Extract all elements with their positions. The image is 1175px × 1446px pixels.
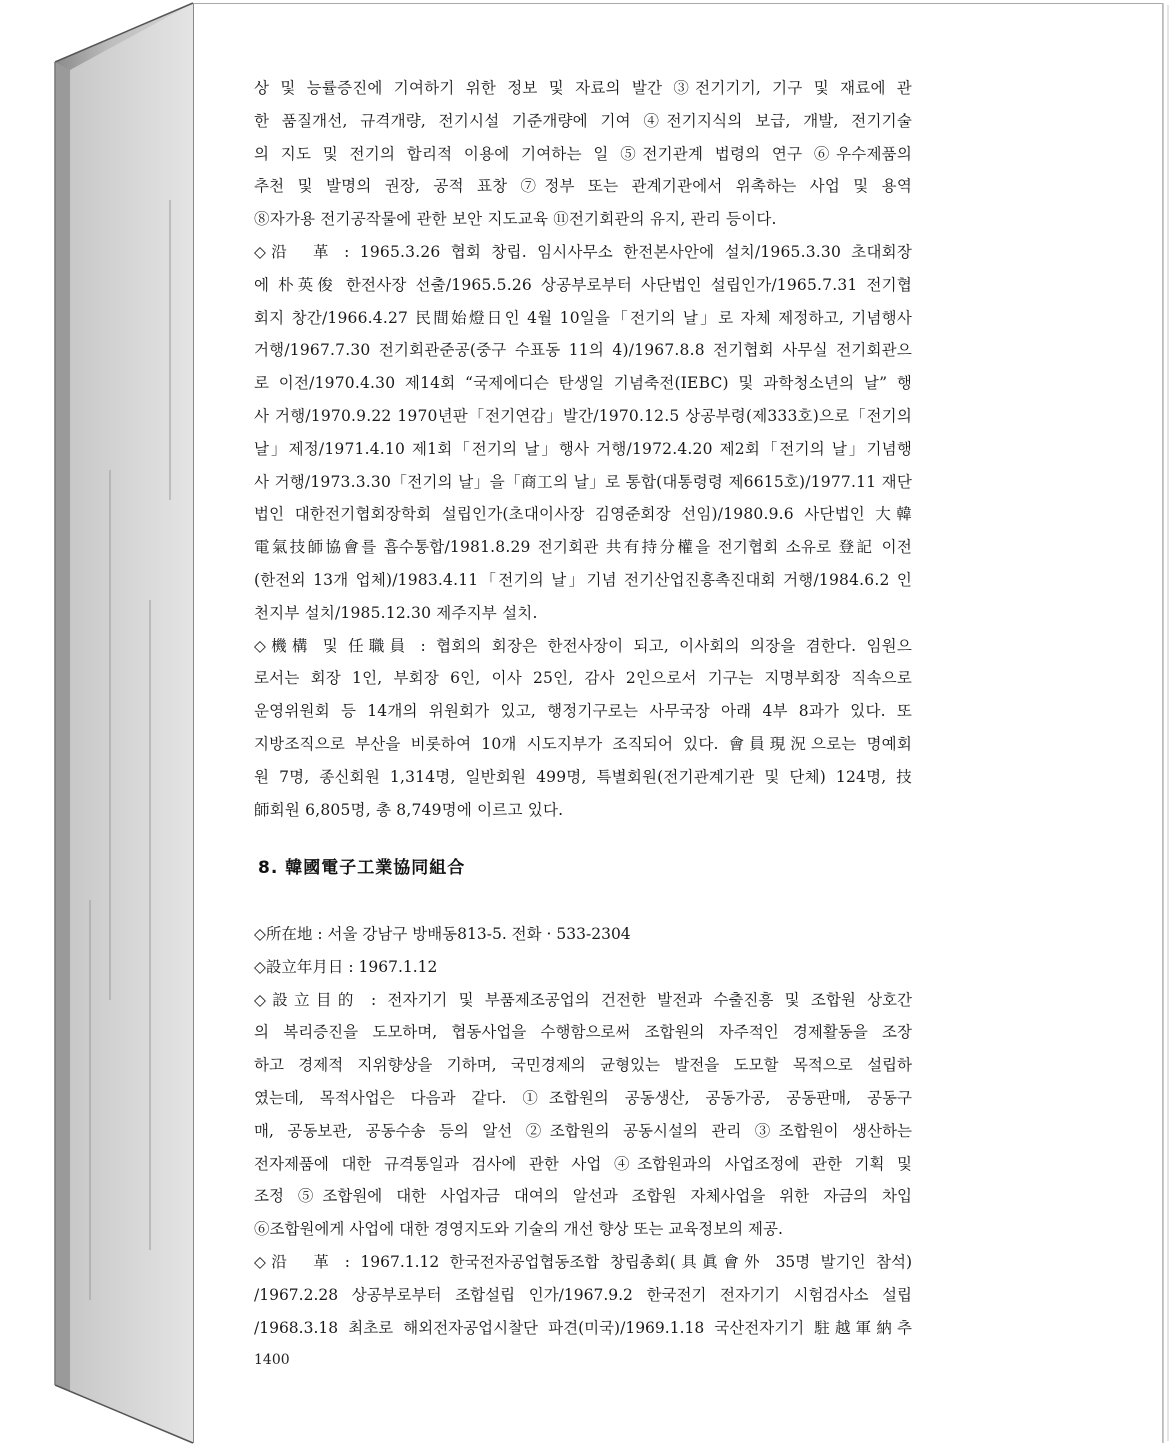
text-line: ◇所在地 : 서울 강남구 방배동813-5. 전화 · 533-2304	[254, 925, 631, 943]
text-line: (한전외 13개 업체)/1983.4.11「전기의 날」기념 전기산업진흥촉진대회 거행/1984.6.2 인	[254, 570, 912, 589]
text-line: ⑧자가용 전기공작물에 관한 보안 지도교육 ⑪전기회관의 유지, 관리 등이다.	[254, 210, 777, 229]
text-line: 로서는 회장 1인, 부회장 6인, 이사 25인, 감사 2인으로서 기구는 지명부회장 직속으로	[254, 669, 912, 688]
text-line: 의 복리증진을 도모하며, 협동사업을 수행함으로써 조합원의 자주적인 경제활동을 조장	[254, 1023, 912, 1042]
page-number: 1400	[254, 1352, 290, 1368]
text-line: 지방조직으로 부산을 비롯하여 10개 시도지부가 조직되어 있다. 會員現況으로는 명예회	[254, 734, 912, 753]
text-line: 에 朴英俊 한전사장 선출/1965.5.26 상공부로부터 사단법인 설립인가/1965.7.31 전기협	[254, 275, 912, 294]
text-line: 법인 대한전기협회장학회 설립인가(초대이사장 김영준회장 선임)/1980.9.6 사단법인 大韓	[254, 505, 912, 524]
text-line: 하고 경제적 지위향상을 기하며, 국민경제의 균형있는 발전을 도모할 목적으로 설립하	[254, 1056, 912, 1075]
text-line: 조정 ⑤조합원에 대한 사업자금 대여의 알선과 조합원 자체사업을 위한 자금의 차입	[254, 1187, 912, 1206]
text-line: 천지부 설치/1985.12.30 제주지부 설치.	[254, 603, 538, 622]
text-line: /1968.3.18 최초로 해외전자공업시찰단 파견(미국)/1969.1.18 국산전자기기 駐越軍納추	[254, 1318, 912, 1337]
text-line: /1967.2.28 상공부로부터 조합설립 인가/1967.9.2 한국전기 전자기기 시험검사소 설립	[254, 1285, 912, 1304]
cooperative-description-block	[254, 918, 912, 1344]
text-line: 거행/1967.7.30 전기회관준공(중구 수표동 11의 4)/1967.8.8 전기협회 사무실 전기회관으	[254, 341, 912, 360]
text-line: ◇機構 및 任職員 : 협회의 회장은 한전사장이 되고, 이사회의 의장을 겸한다. 임원으	[254, 636, 912, 655]
text-line: 날」제정/1971.4.10 제1회「전기의 날」행사 거행/1972.4.20 제2회「전기의 날」기념행	[254, 439, 912, 458]
text-line: 사 거행/1973.3.30「전기의 날」을「商工의 날」로 통합(대통령령 제6615호)/1977.11 재단	[254, 472, 912, 491]
text-line: 였는데, 목적사업은 다음과 같다. ①조합원의 공동생산, 공동가공, 공동판매, 공동구	[254, 1088, 912, 1107]
text-line: 운영위원회 등 14개의 위원회가 있고, 행정기구로는 사무국장 아래 4부 8과가 있다. 또	[254, 702, 912, 721]
text-line: 상 및 능률증진에 기여하기 위한 정보 및 자료의 발간 ③전기기기, 기구 및 재료에 관	[254, 79, 912, 97]
text-line: 전자제품에 대한 규격통일과 검사에 관한 사업 ④조합원과의 사업조정에 관한 기획 및	[254, 1154, 912, 1173]
association-description-block	[254, 72, 912, 826]
text-line: 매, 공동보관, 공동수송 등의 알선 ②조합원의 공동시설의 관리 ③조합원이 생산하는	[254, 1121, 912, 1140]
text-line: ◇沿 革 : 1967.1.12 한국전자공업협동조합 창립총회(具眞會外 35명 발기인 참석)	[254, 1252, 912, 1271]
text-line: 의 지도 및 전기의 합리적 이용에 기여하는 일 ⑤전기관계 법령의 연구 ⑥우수제품의	[254, 144, 912, 163]
text-line: 로 이전/1970.4.30 제14회 “국제에디슨 탄생일 기념축전(IEBC) 및 과학청소년의 날” 행	[254, 374, 912, 393]
text-line: 사 거행/1970.9.22 1970년판「전기연감」발간/1970.12.5 상공부령(제333호)으로「전기의	[254, 406, 912, 425]
text-line: ◇設立目的 : 전자기기 및 부품제조공업의 건전한 발전과 수출진흥 및 조합원 상호간	[254, 990, 912, 1009]
text-line: ⑥조합원에게 사업에 대한 경영지도와 기술의 개선 향상 또는 교육정보의 제공.	[254, 1220, 783, 1239]
text-line: 한 품질개선, 규격개량, 전기시설 기준개량에 기여 ④전기지식의 보급, 개발, 전기기술	[254, 111, 912, 130]
text-line: 電氣技師協會를 흡수통합/1981.8.29 전기회관 共有持分權을 전기협회 소유로 登記 이전	[254, 538, 912, 557]
text-line: ◇沿 革 : 1965.3.26 협회 창립. 임시사무소 한전본사안에 설치/1965.3.30 초대회장	[254, 242, 912, 261]
section-heading: 8. 韓國電子工業協同組合	[258, 858, 466, 878]
text-line: ◇設立年月日 : 1967.1.12	[254, 957, 438, 976]
text-line: 師회원 6,805명, 총 8,749명에 이르고 있다.	[254, 800, 564, 819]
text-line: 회지 창간/1966.4.27 民間始燈日인 4월 10일을「전기의 날」로 자체 제정하고, 기념행사	[254, 308, 912, 327]
text-line: 원 7명, 종신회원 1,314명, 일반회원 499명, 특별회원(전기관계기관 및 단체) 124명, 技	[254, 767, 912, 786]
text-line: 추천 및 발명의 권장, 공적 표창 ⑦정부 또는 관계기관에서 위촉하는 사업 및 용역	[254, 177, 912, 196]
